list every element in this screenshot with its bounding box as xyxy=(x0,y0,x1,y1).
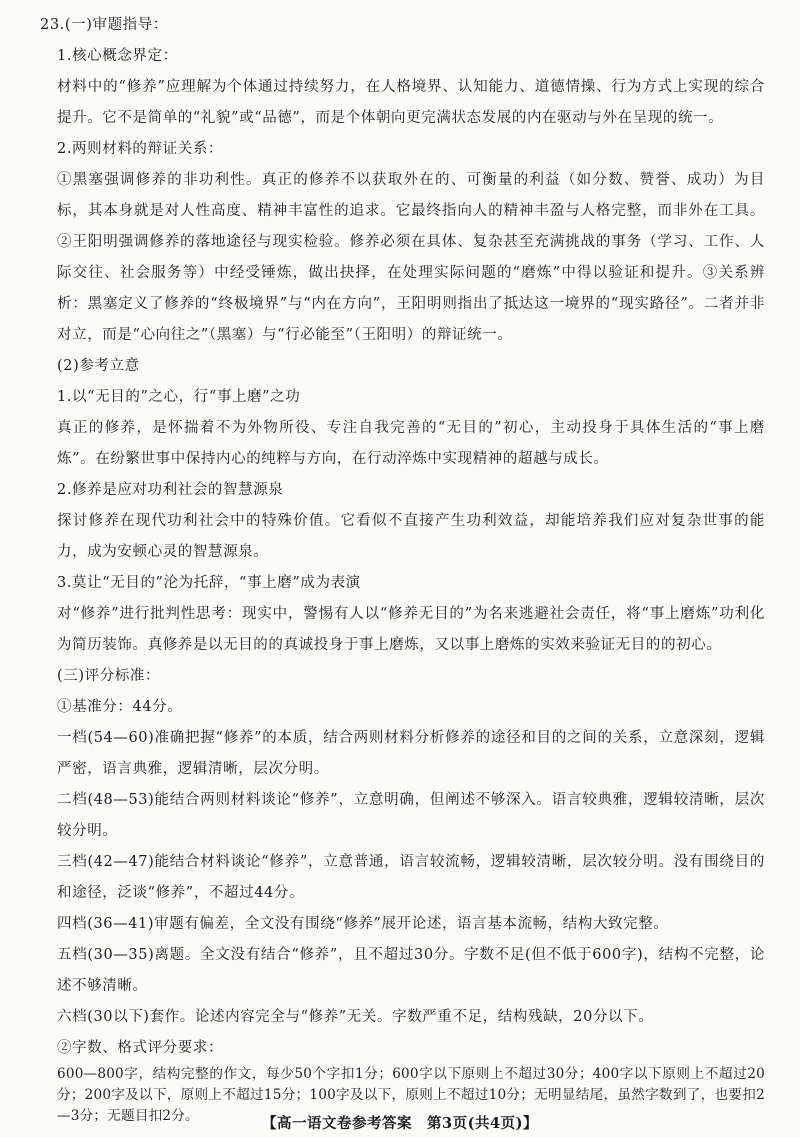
theme-2-title: 2.修养是应对功利社会的智慧源泉 xyxy=(57,482,284,498)
grade-tier-3: 三档(42—47)能结合材料谈论“修养”，立意普通，语言较流畅，逻辑较清晰，层次较分明。没有围绕目的和途径，泛谈“修养”，不超过44分。 xyxy=(57,854,765,901)
grade-tier-4: 四档(36—41)审题有偏差，全文没有围绕“修养”展开论述，语言基本流畅，结构大致完整。 xyxy=(57,916,669,932)
base-score: ①基准分：44分。 xyxy=(57,699,183,715)
question-23-heading: 23.(一)审题指导： xyxy=(40,17,168,33)
theme-2-body: 探讨修养在现代功利社会中的特殊价值。它看似不直接产生功利效益，却能培养我们应对复杂世事的能力，成为安顿心灵的智慧源泉。 xyxy=(57,513,765,560)
theme-3-title: 3.莫让“无目的”沦为托辞，“事上磨”成为表演 xyxy=(57,575,361,591)
paragraph-concept: 材料中的“修养”应理解为个体通过持续努力，在人格境界、认知能力、道德情操、行为方式上实现的综合提升。它不是简单的“礼貌”或“品德”，而是个体朝向更完满状态发展的内在驱动与外在呈现的统一。 xyxy=(57,79,765,126)
format-rules: 600—800字，结构完整的作文，每少50个字扣1分；600字以下原则上不超过30分；400字以下原则上不超过20分；200字及以下，原则上不超过15分；100字及以下，原则上不超过10分；无明显结尾，虽然字数到了，也要扣2—3分；无题目扣2分。 xyxy=(57,1066,765,1124)
theme-1-title: 1.以“无目的”之心，行“事上磨”之功 xyxy=(57,389,301,405)
grade-tier-1: 一档(54—60)准确把握“修养”的本质，结合两则材料分析修养的途径和目的之间的关系，立意深刻，逻辑严密，语言典雅，逻辑清晰，层次分明。 xyxy=(57,730,765,777)
theme-1-body: 真正的修养，是怀揣着不为外物所役、专注自我完善的“无目的”初心，主动投身于具体生活的“事上磨炼”。在纷繁世事中保持内心的纯粹与方向，在行动淬炼中实现精神的超越与成长。 xyxy=(57,420,765,467)
theme-3-body: 对“修养”进行批判性思考：现实中，警惕有人以“修养无目的”为名来逃避社会责任，将“事上磨炼”功利化为简历装饰。真修养是以无目的的真诚投身于事上磨炼，又以事上磨炼的实效来验证无目的的初心。 xyxy=(57,606,765,653)
section-heading-relation: 2.两则材料的辩证关系： xyxy=(57,141,224,157)
section-heading-themes: (2)参考立意 xyxy=(57,358,140,374)
grade-tier-6: 六档(30以下)套作。论述内容完全与“修养”无关。字数严重不足，结构残缺，20分以下。 xyxy=(57,1009,654,1025)
grade-tier-2: 二档(48—53)能结合两则材料谈论“修养”，立意明确，但阐述不够深入。语言较典雅，逻辑较清晰，层次较分明。 xyxy=(57,792,765,839)
grade-tier-5: 五档(30—35)离题。全文没有结合“修养”，且不超过30分。字数不足(但不低于600字)，结构不完整，论述不够清晰。 xyxy=(57,947,765,994)
page-footer: 【高一语文卷参考答案 第3页(共4页)】 xyxy=(262,1115,538,1132)
section-heading-scoring: (三)评分标准： xyxy=(57,668,161,684)
section-heading-concept: 1.核心概念界定： xyxy=(57,48,178,64)
paragraph-relation: ①黑塞强调修养的非功利性。真正的修养不以获取外在的、可衡量的利益（如分数、赞誉、成功）为目标，其本身就是对人性高度、精神丰富性的追求。它最终指向人的精神丰盈与人格完整，而非外在工具。②王阳明强调修养的落地途径与现实检验。修养必须在具体、复杂甚至充满挑战的事务（学习、工作、人际交往、社会服务等）中经受锤炼，做出抉择，在处理实际问题的“磨炼”中得以验证和提升。③关系辨析：黑塞定义了修养的“终极境界”与“内在方向”，王阳明则指出了抵达这一境界的“现实路径”。二者并非对立，而是“心向往之”（黑塞）与“行必能至”（王阳明）的辩证统一。 xyxy=(57,172,765,343)
format-heading: ②字数、格式评分要求： xyxy=(57,1040,224,1056)
